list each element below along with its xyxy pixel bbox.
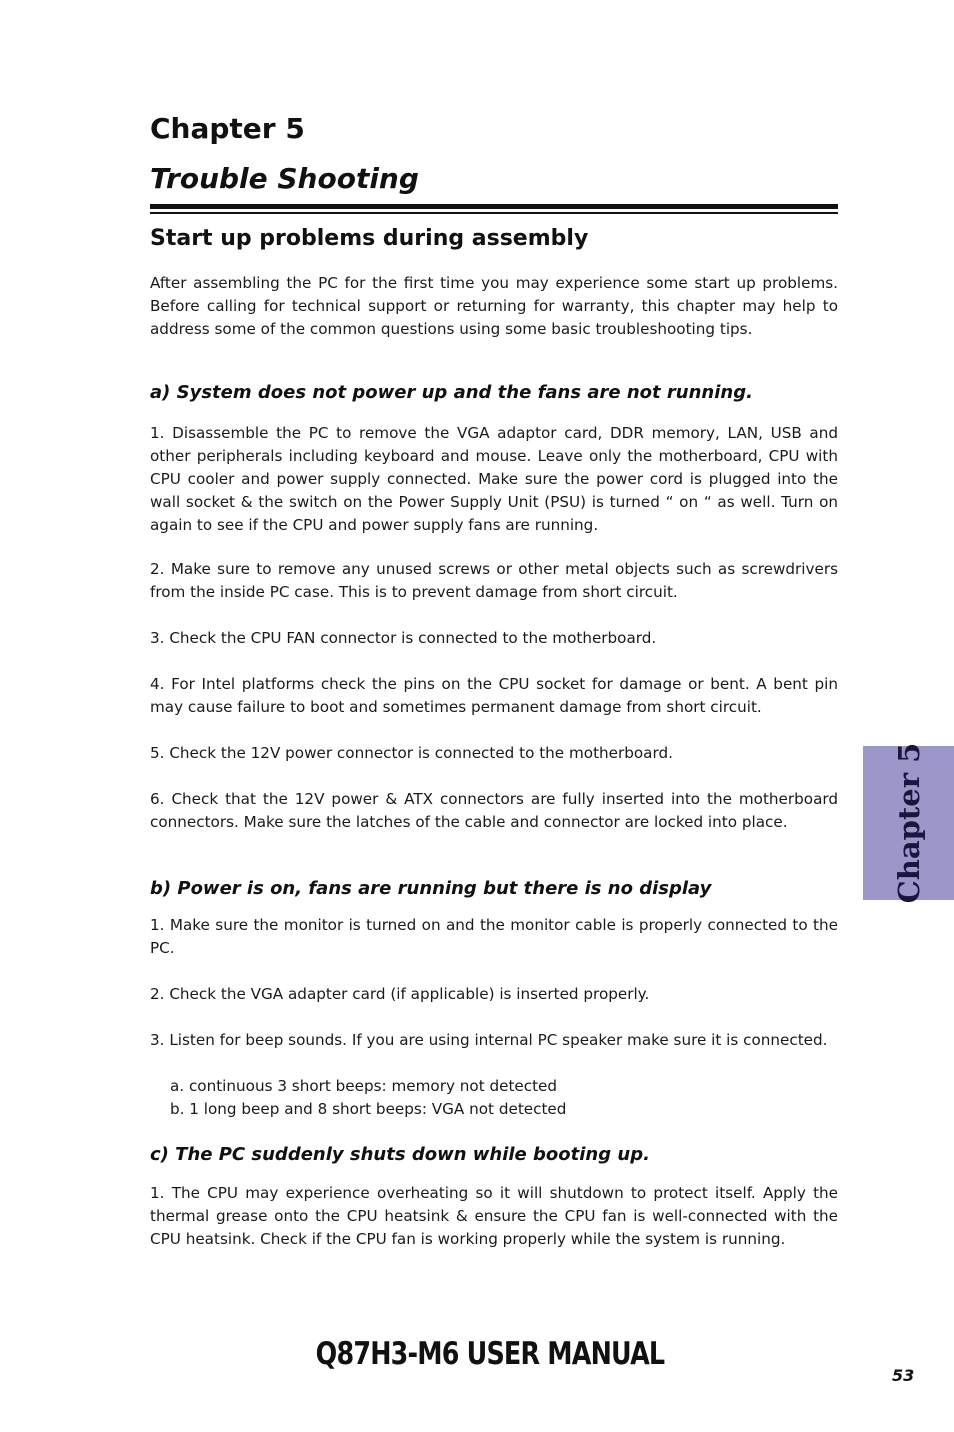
- list-item-a4: 4. For Intel platforms check the pins on the CPU socket for damage or bent. A bent pin may cause failure to boot and sometimes permanent damage from short circuit.: [150, 675, 838, 716]
- title-rule-thin: [150, 212, 838, 214]
- page-number: 53: [892, 1366, 915, 1385]
- list-item-b2: 2. Check the VGA adapter card (if applicable) is inserted properly.: [150, 985, 650, 1003]
- intro-paragraph: After assembling the PC for the first time you may experience some start up problems. Before calling for technical support or returning for warranty, this chapter may help to address some of the common questions using some basic troubleshooting tips.: [150, 274, 838, 338]
- manual-title: Q87H3-M6 USER MANUAL: [315, 1336, 665, 1372]
- section-title: Start up problems during assembly: [150, 226, 589, 251]
- list-item-a2: 2. Make sure to remove any unused screws or other metal objects such as screwdrivers from the inside PC case. This is to prevent damage from short circuit.: [150, 560, 838, 601]
- list-item-a5: 5. Check the 12V power connector is connected to the motherboard.: [150, 744, 673, 762]
- list-item-b3: 3. Listen for beep sounds. If you are using internal PC speaker make sure it is connected.: [150, 1031, 828, 1049]
- side-tab-label: Chapter 5: [891, 742, 926, 904]
- list-item-a3: 3. Check the CPU FAN connector is connected to the motherboard.: [150, 629, 657, 647]
- list-item-a1: 1. Disassemble the PC to remove the VGA adaptor card, DDR memory, LAN, USB and other peripherals including keyboard and mouse. Leave only the motherboard, CPU with CPU cooler and power supply connected. Make sure the power cord is plugged into the wall socket & the switch on the Power Supply Unit (PSU) is turned “ on “ as well. Turn on again to see if the CPU and power supply fans are running.: [150, 424, 838, 534]
- subheading-a: a) System does not power up and the fans are not running.: [150, 382, 753, 403]
- list-item-c1: 1. The CPU may experience overheating so it will shutdown to protect itself. Apply the thermal grease onto the CPU heatsink & ensure the CPU fan is well-connected with the CPU heatsink. Check if the CPU fan is working properly while the system is running.: [150, 1184, 838, 1248]
- beep-code-vga: b. 1 long beep and 8 short beeps: VGA not detected: [170, 1100, 567, 1118]
- list-item-b1: 1. Make sure the monitor is turned on and the monitor cable is properly connected to the PC.: [150, 916, 838, 957]
- chapter-title: Trouble Shooting: [150, 162, 419, 195]
- title-rule-thick: [150, 204, 838, 209]
- chapter-side-tab: [863, 742, 954, 904]
- chapter-number: Chapter 5: [150, 112, 305, 145]
- subheading-c: c) The PC suddenly shuts down while booting up.: [150, 1144, 650, 1165]
- subheading-b: b) Power is on, fans are running but there is no display: [150, 878, 712, 899]
- list-item-a6: 6. Check that the 12V power & ATX connectors are fully inserted into the motherboard connectors. Make sure the latches of the cable and connector are locked into place.: [150, 790, 838, 831]
- beep-code-memory: a. continuous 3 short beeps: memory not detected: [170, 1077, 558, 1095]
